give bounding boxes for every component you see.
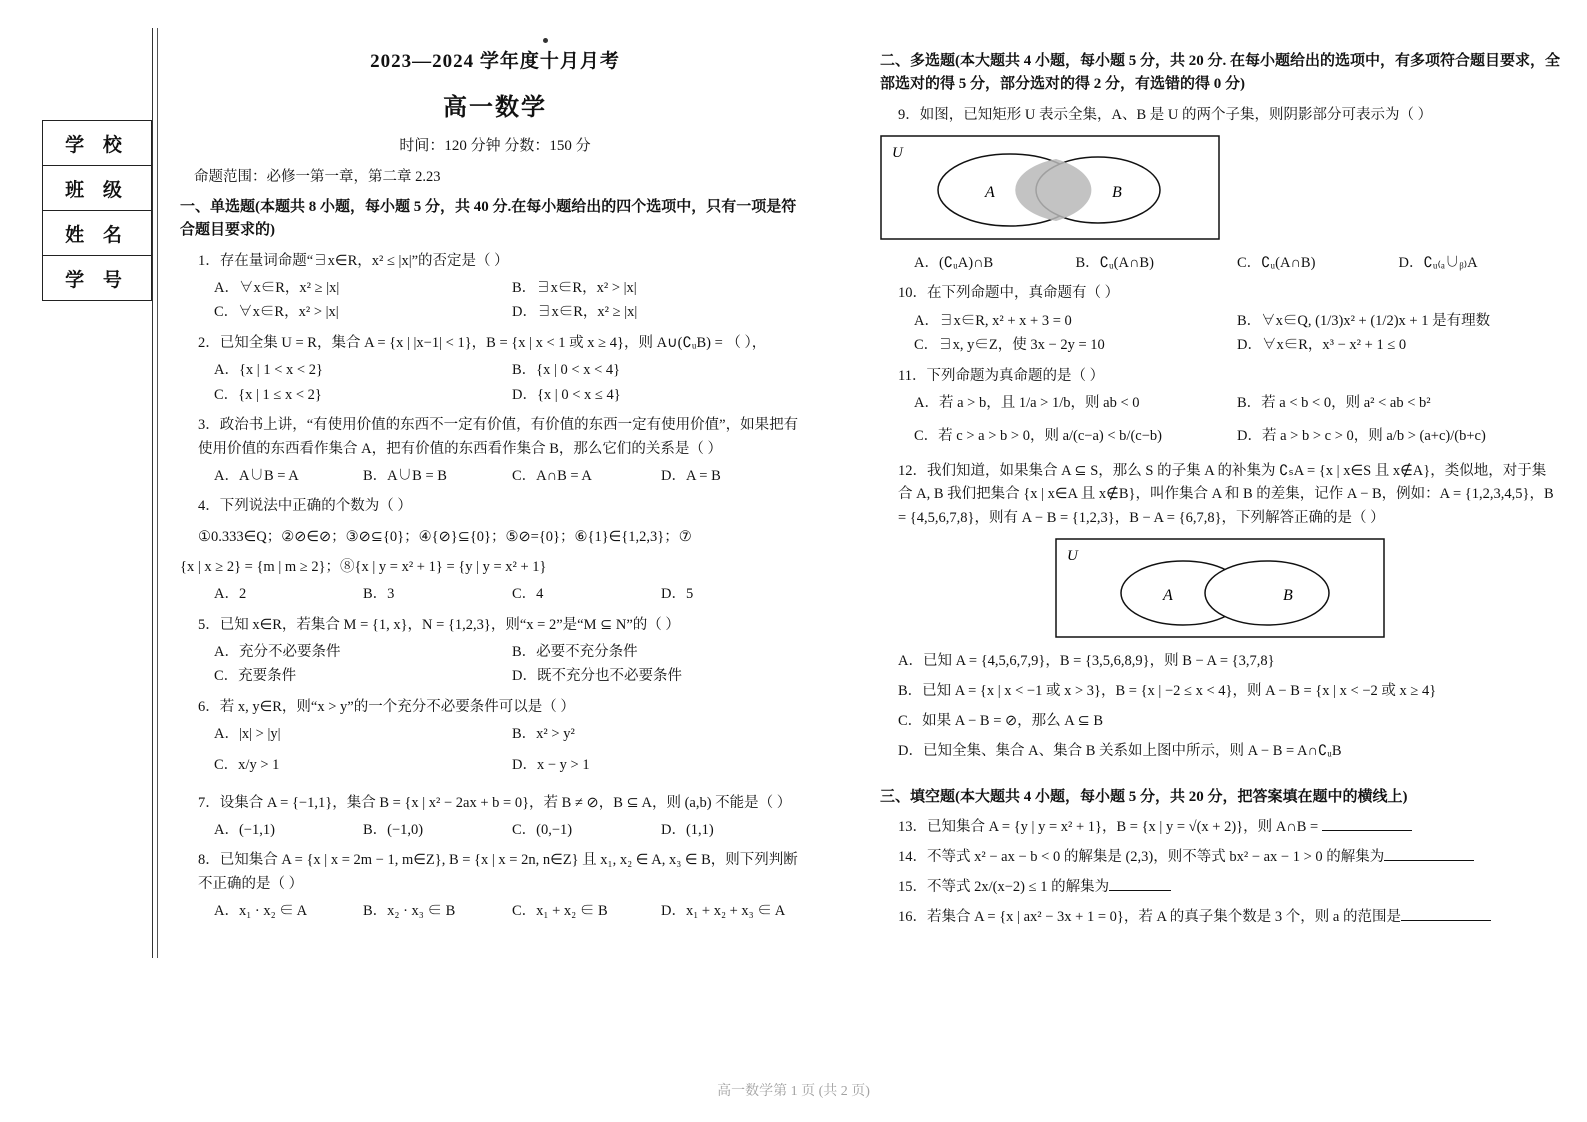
question-9-options <box>914 251 1560 276</box>
q10-option-d: D．∀x∈R，x³ − x² + 1 ≤ 0 <box>1237 337 1407 354</box>
q1-option-a: A．∀x∈R，x² ≥ |x| <box>214 279 340 296</box>
question-3-options <box>214 464 810 489</box>
page-footer: 高一数学第 1 页 (共 2 页) <box>717 1084 870 1099</box>
question-4-body-2: {x | x ≥ 2} = {m | m ≥ 2}；⑧{x | y = x² + 1} = {y | y = x² + 1} <box>180 558 547 575</box>
q8-option-c: C．x₁ + x₂ ∈ B <box>512 902 608 919</box>
q7-option-b: B．(−1,0) <box>363 821 424 838</box>
q6-option-d: D．x − y > 1 <box>512 756 590 773</box>
q3-option-a: A．A∪B = A <box>214 467 299 484</box>
binding-line-outer <box>152 28 153 958</box>
q2-option-c: C．{x | 1 ≤ x < 2} <box>214 386 322 403</box>
q11-option-a: A．若 a > b，且 1/a > 1/b，则 ab < 0 <box>914 394 1140 411</box>
right-column <box>880 46 1560 933</box>
info-box-class: 班 级 <box>42 165 152 210</box>
q7-option-c: C．(0,−1) <box>512 821 573 838</box>
q4-option-c: C．4 <box>512 586 544 603</box>
q1-option-b: B．∃x∈R，x² > |x| <box>512 279 637 296</box>
question-12-stem: 12．我们知道，如果集合 A ⊆ S，那么 S 的子集 A 的补集为 ∁ₛA = {x | x∈S 且 x∉A}，类似地，对于集合 A, B 我们把集合 {x | x∈A 且 x∉B}，叫作集合 A 和 B 的差集，记作 A − B，例如：A = {1,2,3,4,5}，B = {4,5,6,7,8}，则有 A − B = {1,2,3}，B − A = {6,7,8}，下列解答正确的是（ ） <box>898 463 1554 526</box>
question-4-body-1: ①0.333∈Q；②⊘∈⊘；③⊘⊆{0}；④{⊘}⊆{0}；⑤⊘={0}；⑥{1}∈{1,2,3}；⑦ <box>198 528 692 545</box>
seal-dot <box>543 38 548 43</box>
q3-option-d: D．A = B <box>661 467 721 484</box>
q9-option-d: D．∁ᵤ₍ₐ∪ᵦ₎A <box>1398 254 1478 271</box>
q9-option-c: C．∁ᵤ(A∩B) <box>1237 254 1316 271</box>
q8-option-d: D．x₁ + x₂ + x₃ ∈ A <box>661 902 786 919</box>
q5-option-b: B．必要不充分条件 <box>512 643 638 660</box>
answer-blank-13[interactable] <box>1322 816 1412 831</box>
q5-option-a: A．充分不必要条件 <box>214 643 341 660</box>
q6-option-b: B．x² > y² <box>512 726 575 743</box>
question-9-stem: 9．如图，已知矩形 U 表示全集，A、B 是 U 的两个子集，则阴影部分可表示为（ ） <box>898 106 1433 123</box>
answer-blank-15[interactable] <box>1109 876 1171 891</box>
q11-option-d: D．若 a > b > c > 0，则 a/b > (a+c)/(b+c) <box>1237 427 1486 444</box>
q5-option-d: D．既不充分也不必要条件 <box>512 668 682 685</box>
question-14 <box>898 846 1560 869</box>
q11-option-b: B．若 a < b < 0，则 a² < ab < b² <box>1237 394 1431 411</box>
question-3-stem: 3．政治书上讲，“有使用价值的东西不一定有价值，有价值的东西一定有使用价值”，如果把有使用价值的东西看作集合 A，把有价值的东西看作集合 B，那么它们的关系是（ ） <box>198 417 799 457</box>
page-title: 2023—2024 学年度十月月考 <box>370 51 620 72</box>
q10-option-c: C．∃x, y∈Z，使 3x − 2y = 10 <box>914 337 1105 354</box>
answer-blank-16[interactable] <box>1401 906 1491 921</box>
svg-text:U: U <box>1067 547 1078 564</box>
q2-option-b: B．{x | 0 < x < 4} <box>512 362 621 379</box>
q10-option-a: A．∃x∈R, x² + x + 3 = 0 <box>914 312 1072 329</box>
question-10-stem: 10．在下列命题中，真命题有（ ） <box>898 285 1120 302</box>
question-5-options <box>214 640 810 665</box>
q6-option-c: C．x/y > 1 <box>214 756 280 773</box>
question-9-venn-diagram <box>880 135 1560 245</box>
info-box-name: 姓 名 <box>42 210 152 255</box>
info-box-student-id: 学 号 <box>42 255 152 301</box>
q11-option-c: C．若 c > a > b > 0，则 a/(c−a) < b/(c−b) <box>914 427 1162 444</box>
question-1-options <box>214 276 810 301</box>
svg-text:A: A <box>1163 586 1173 604</box>
binding-line-inner <box>157 28 158 958</box>
left-column <box>180 46 810 923</box>
question-7-stem: 7．设集合 A = {−1,1}，集合 B = {x | x² − 2ax + b = 0}，若 B ≠ ⊘，B ⊆ A，则 (a,b) 不能是（ ） <box>198 794 792 811</box>
question-11-options <box>914 391 1560 416</box>
q12-option-d: D．已知全集、集合 A、集合 B 关系如上图中所示，则 A − B = A∩∁ᵤB <box>898 743 1342 760</box>
q3-option-b: B．A∪B = B <box>363 467 447 484</box>
student-info-column <box>42 120 152 301</box>
q10-option-b: B．∀x∈Q, (1/3)x² + (1/2)x + 1 是有理数 <box>1237 312 1491 329</box>
section-multi-choice-heading: 二、多选题(本大题共 4 小题，每小题 5 分，共 20 分. 在每小题给出的选项中，有多项符合题目要求，全部选对的得 5 分，部分选对的得 2 分，有选错的得 0 分) <box>880 53 1560 93</box>
q4-option-a: A．2 <box>214 586 247 603</box>
q9-option-b: B．∁ᵤ(A∩B) <box>1075 254 1154 271</box>
svg-text:U: U <box>892 144 903 161</box>
question-11-stem: 11．下列命题为真命题的是（ ） <box>898 367 1105 384</box>
question-5-stem: 5．已知 x∈R，若集合 M = {1, x}，N = {1,2,3}，则“x = 2”是“M ⊆ N”的（ ） <box>198 616 680 633</box>
svg-text:B: B <box>1112 183 1122 201</box>
question-13-stem: 13．已知集合 A = {y | y = x² + 1}，B = {x | y = √(x + 2)}，则 A∩B = <box>898 818 1322 835</box>
question-2-stem: 2．已知全集 U = R，集合 A = {x | |x−1| < 1}，B = {x | x < 1 或 x ≥ 4}，则 A∪(∁ᵤB) = （ ）， <box>198 334 767 351</box>
q4-option-b: B．3 <box>363 586 395 603</box>
exam-range: 命题范围：必修一第一章，第二章 2.23 <box>194 169 441 185</box>
info-box-school: 学 校 <box>42 120 152 165</box>
question-6-stem: 6．若 x, y∈R，则“x > y”的一个充分不必要条件可以是（ ） <box>198 699 575 716</box>
q2-option-a: A．{x | 1 < x < 2} <box>214 362 323 379</box>
exam-meta: 时间：120 分钟 分数：150 分 <box>399 138 591 154</box>
q7-option-a: A．(−1,1) <box>214 821 275 838</box>
q6-option-a: A．|x| > |y| <box>214 726 281 743</box>
q8-option-b: B．x₂ · x₃ ∈ B <box>363 902 456 919</box>
question-15-stem: 15．不等式 2x/(x−2) ≤ 1 的解集为 <box>898 879 1110 896</box>
q3-option-c: C．A∩B = A <box>512 467 592 484</box>
question-10-options <box>914 309 1560 334</box>
section-fill-blank-heading: 三、填空题(本大题共 4 小题，每小题 5 分，共 20 分，把答案填在题中的横线上) <box>880 788 1408 805</box>
q12-option-b: B．已知 A = {x | x < −1 或 x > 3}，B = {x | −2 ≤ x < 4}，则 A − B = {x | x < −2 或 x ≥ 4} <box>898 683 1437 700</box>
answer-blank-14[interactable] <box>1384 846 1474 861</box>
question-4-options <box>214 582 810 607</box>
subject-title: 高一数学 <box>443 95 547 121</box>
question-12-venn-diagram <box>880 538 1560 643</box>
svg-text:A: A <box>985 183 995 201</box>
question-15 <box>898 876 1560 899</box>
question-1-stem: 1．存在量词命题“∃x∈R，x² ≤ |x|”的否定是（ ） <box>198 252 509 269</box>
question-8-stem: 8．已知集合 A = {x | x = 2m − 1, m∈Z}, B = {x | x = 2n, n∈Z} 且 x₁, x₂ ∈ A, x₃ ∈ B，则下列判断不正确的是（ ） <box>198 852 798 892</box>
question-16-stem: 16．若集合 A = {x | ax² − 3x + 1 = 0}，若 A 的真子集个数是 3 个，则 a 的范围是 <box>898 909 1401 926</box>
question-13 <box>898 816 1560 839</box>
question-2-options <box>214 358 810 383</box>
question-7-options <box>214 818 810 843</box>
q4-option-d: D．5 <box>661 586 694 603</box>
q1-option-d: D．∃x∈R，x² ≥ |x| <box>512 304 638 321</box>
q12-option-c: C．如果 A − B = ⊘，那么 A ⊆ B <box>898 713 1104 730</box>
section-single-choice-heading: 一、单选题(本题共 8 小题，每小题 5 分，共 40 分.在每小题给出的四个选项中，只有一项是符合题目要求的) <box>180 199 797 239</box>
question-14-stem: 14．不等式 x² − ax − b < 0 的解集是 (2,3)，则不等式 bx² − ax − 1 > 0 的解集为 <box>898 849 1385 866</box>
question-6-options <box>214 722 810 747</box>
q7-option-d: D．(1,1) <box>661 821 714 838</box>
q1-option-c: C．∀x∈R，x² > |x| <box>214 304 339 321</box>
q2-option-d: D．{x | 0 < x ≤ 4} <box>512 386 621 403</box>
q9-option-a: A．(∁ᵤA)∩B <box>914 254 994 271</box>
question-16 <box>898 906 1560 929</box>
svg-text:B: B <box>1283 586 1293 604</box>
q5-option-c: C．充要条件 <box>214 668 297 685</box>
q8-option-a: A．x₁ · x₂ ∈ A <box>214 902 308 919</box>
q12-option-a: A．已知 A = {4,5,6,7,9}，B = {3,5,6,8,9}，则 B − A = {3,7,8} <box>898 652 1275 669</box>
question-4-stem: 4．下列说法中正确的个数为（ ） <box>198 498 412 515</box>
question-8-options <box>214 899 810 924</box>
